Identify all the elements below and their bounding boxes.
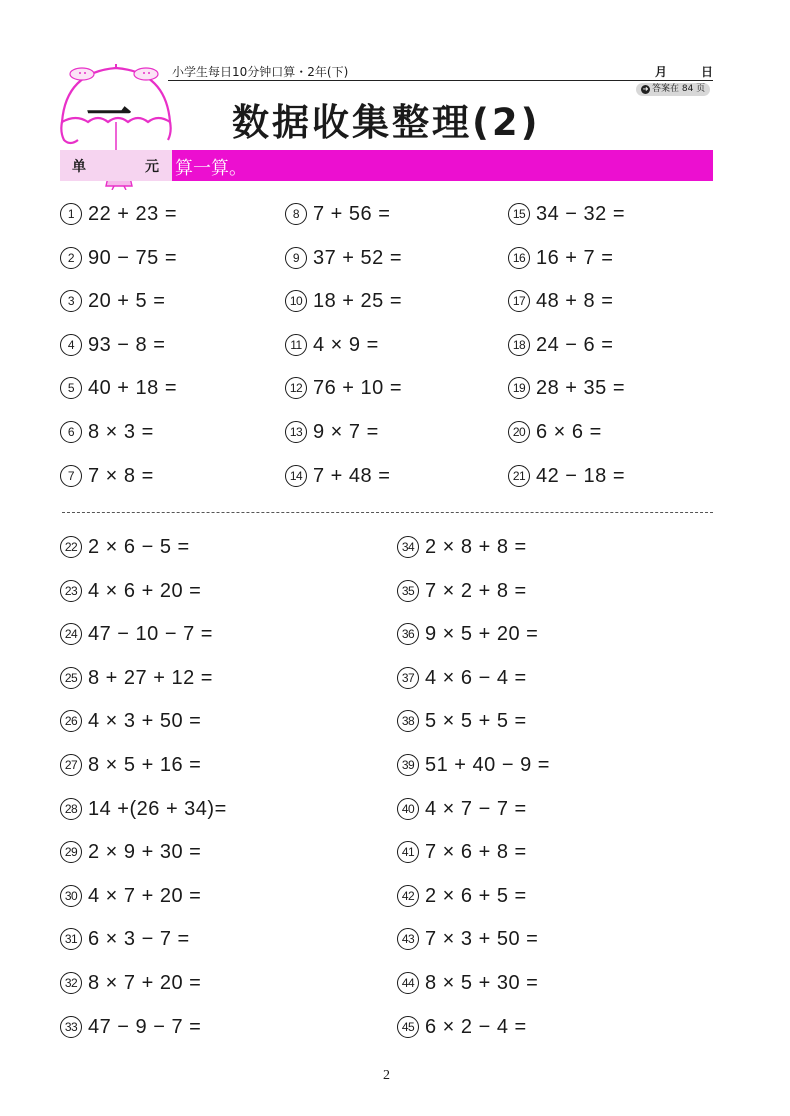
problem-expression: 6 × 3 − 7 = <box>88 928 190 951</box>
problem-number: 9 <box>285 247 307 269</box>
problem-number: 4 <box>60 334 82 356</box>
problem-item <box>60 838 201 866</box>
problem-item <box>397 925 538 953</box>
problem-item <box>285 418 379 446</box>
problem-number: 27 <box>60 754 82 776</box>
problem-expression: 90 − 75 = <box>88 246 178 269</box>
problem-item <box>397 882 527 910</box>
problem-item <box>60 533 190 561</box>
instruction-text: 算一算。 <box>175 158 247 179</box>
problem-item <box>60 707 201 735</box>
problem-number: 3 <box>60 290 82 312</box>
problem-item <box>397 707 527 735</box>
problem-expression: 76 + 10 = <box>313 377 403 400</box>
problem-number: 11 <box>285 334 307 356</box>
problem-expression: 9 × 7 = <box>313 421 379 443</box>
problem-expression: 7 + 48 = <box>313 464 391 487</box>
problem-number: 30 <box>60 885 82 907</box>
problem-expression: 8 × 5 + 30 = <box>425 972 539 994</box>
problem-item <box>285 462 390 490</box>
problem-number: 42 <box>397 885 419 907</box>
book-title: 小学生每日10分钟口算・2年(下) <box>172 65 349 79</box>
page-number: 2 <box>383 1068 390 1083</box>
problem-number: 33 <box>60 1016 82 1038</box>
problem-expression: 24 − 6 = <box>536 333 614 356</box>
problem-number: 45 <box>397 1016 419 1038</box>
problem-expression: 16 + 7 = <box>536 246 614 269</box>
problem-expression: 47 − 9 − 7 = <box>88 1015 202 1038</box>
problem-item <box>60 620 213 648</box>
problem-expression: 2 × 9 + 30 = <box>88 841 202 864</box>
problem-number: 31 <box>60 928 82 950</box>
answer-reference-text: 答案在 84 页 <box>652 84 706 94</box>
date-month-label: 月 <box>655 65 668 79</box>
problem-number: 8 <box>285 203 307 225</box>
problem-expression: 37 + 52 = <box>313 246 403 269</box>
problem-expression: 7 + 56 = <box>313 203 391 225</box>
problem-number: 2 <box>60 247 82 269</box>
problem-number: 35 <box>397 580 419 602</box>
problem-expression: 2 × 6 − 5 = <box>88 536 190 558</box>
problem-number: 37 <box>397 667 419 689</box>
problem-item <box>397 751 550 779</box>
header-rule <box>168 80 713 81</box>
problem-item <box>285 200 390 228</box>
problem-item <box>397 664 527 692</box>
problem-number: 7 <box>60 465 82 487</box>
problem-number: 14 <box>285 465 307 487</box>
problem-expression: 5 × 5 + 5 = <box>425 710 527 733</box>
problem-expression: 6 × 6 = <box>536 421 602 443</box>
problem-expression: 8 × 3 = <box>88 421 154 443</box>
problem-expression: 93 − 8 = <box>88 333 166 356</box>
problem-expression: 7 × 6 + 8 = <box>425 841 527 864</box>
problem-number: 44 <box>397 972 419 994</box>
problem-number: 13 <box>285 421 307 443</box>
problem-number: 12 <box>285 377 307 399</box>
problem-item <box>60 925 190 953</box>
problem-expression: 47 − 10 − 7 = <box>88 623 213 646</box>
problem-item <box>508 331 613 359</box>
problem-expression: 14 +(26 + 34)= <box>88 797 227 820</box>
problem-number: 41 <box>397 841 419 863</box>
problem-item <box>397 620 538 648</box>
problem-number: 6 <box>60 421 82 443</box>
problem-number: 32 <box>60 972 82 994</box>
problem-number: 25 <box>60 667 82 689</box>
answer-reference-tag <box>636 83 710 96</box>
problem-item <box>60 374 177 402</box>
problem-item <box>397 969 538 997</box>
problem-item <box>508 462 625 490</box>
problem-item <box>60 882 201 910</box>
problem-item <box>60 969 201 997</box>
problem-item <box>397 795 527 823</box>
problem-number: 16 <box>508 247 530 269</box>
problem-expression: 4 × 7 − 7 = <box>425 797 527 820</box>
problem-expression: 4 × 6 − 4 = <box>425 666 527 689</box>
problem-item <box>508 287 613 315</box>
problem-expression: 4 × 7 + 20 = <box>88 884 202 907</box>
unit-number: 一 <box>86 88 132 142</box>
problem-expression: 9 × 5 + 20 = <box>425 623 539 646</box>
problem-number: 36 <box>397 623 419 645</box>
problem-number: 10 <box>285 290 307 312</box>
arrow-right-icon: ➜ <box>642 85 649 93</box>
problem-expression: 8 + 27 + 12 = <box>88 666 213 689</box>
problem-item <box>60 664 213 692</box>
problem-item <box>60 287 165 315</box>
problem-number: 24 <box>60 623 82 645</box>
problem-expression: 7 × 3 + 50 = <box>425 928 539 951</box>
problem-expression: 40 + 18 = <box>88 377 178 400</box>
problem-expression: 7 × 8 = <box>88 464 154 487</box>
problem-item <box>397 838 527 866</box>
problem-expression: 18 + 25 = <box>313 290 403 313</box>
problem-item <box>60 577 201 605</box>
problem-number: 43 <box>397 928 419 950</box>
problem-item <box>60 795 227 823</box>
problem-expression: 4 × 6 + 20 = <box>88 579 202 602</box>
problem-expression: 48 + 8 = <box>536 290 614 313</box>
problem-item <box>60 418 154 446</box>
problem-number: 29 <box>60 841 82 863</box>
problem-expression: 8 × 7 + 20 = <box>88 972 202 994</box>
unit-label-char-2: 元 <box>145 159 159 175</box>
unit-label-char-1: 单 <box>72 159 86 175</box>
problem-expression: 2 × 6 + 5 = <box>425 884 527 907</box>
problem-item <box>508 200 625 228</box>
problem-expression: 4 × 9 = <box>313 333 379 356</box>
section-divider <box>62 512 713 513</box>
problem-number: 34 <box>397 536 419 558</box>
problem-expression: 8 × 5 + 16 = <box>88 754 202 776</box>
problem-number: 40 <box>397 798 419 820</box>
problem-number: 18 <box>508 334 530 356</box>
problem-item <box>60 751 201 779</box>
problem-expression: 20 + 5 = <box>88 290 166 313</box>
problem-item <box>60 1013 201 1041</box>
problem-item <box>397 577 527 605</box>
problem-item <box>397 533 527 561</box>
problem-number: 1 <box>60 203 82 225</box>
problem-expression: 4 × 3 + 50 = <box>88 710 202 733</box>
problem-item <box>508 418 602 446</box>
problem-item <box>285 244 402 272</box>
problem-number: 17 <box>508 290 530 312</box>
problem-number: 39 <box>397 754 419 776</box>
problem-expression: 51 + 40 − 9 = <box>425 754 550 776</box>
problem-item <box>508 244 613 272</box>
problem-expression: 42 − 18 = <box>536 464 626 487</box>
problem-number: 5 <box>60 377 82 399</box>
problem-expression: 22 + 23 = <box>88 203 178 225</box>
problem-item <box>60 244 177 272</box>
problem-number: 21 <box>508 465 530 487</box>
problem-number: 26 <box>60 710 82 732</box>
problem-item <box>285 287 402 315</box>
problem-item <box>285 331 379 359</box>
problem-item <box>397 1013 527 1041</box>
instruction-bar <box>172 150 713 181</box>
problem-item <box>60 462 154 490</box>
date-day-label: 日 <box>701 65 714 79</box>
problem-expression: 6 × 2 − 4 = <box>425 1015 527 1038</box>
problem-expression: 2 × 8 + 8 = <box>425 536 527 558</box>
problem-item <box>508 374 625 402</box>
problem-number: 22 <box>60 536 82 558</box>
problem-item <box>60 200 177 228</box>
problem-item <box>60 331 165 359</box>
problem-number: 15 <box>508 203 530 225</box>
problem-expression: 28 + 35 = <box>536 377 626 400</box>
problem-number: 20 <box>508 421 530 443</box>
problem-number: 19 <box>508 377 530 399</box>
problem-item <box>285 374 402 402</box>
problem-expression: 7 × 2 + 8 = <box>425 579 527 602</box>
problem-number: 38 <box>397 710 419 732</box>
problem-number: 23 <box>60 580 82 602</box>
problem-expression: 34 − 32 = <box>536 203 626 225</box>
problem-number: 28 <box>60 798 82 820</box>
page-title: 数据收集整理(2) <box>232 101 541 144</box>
